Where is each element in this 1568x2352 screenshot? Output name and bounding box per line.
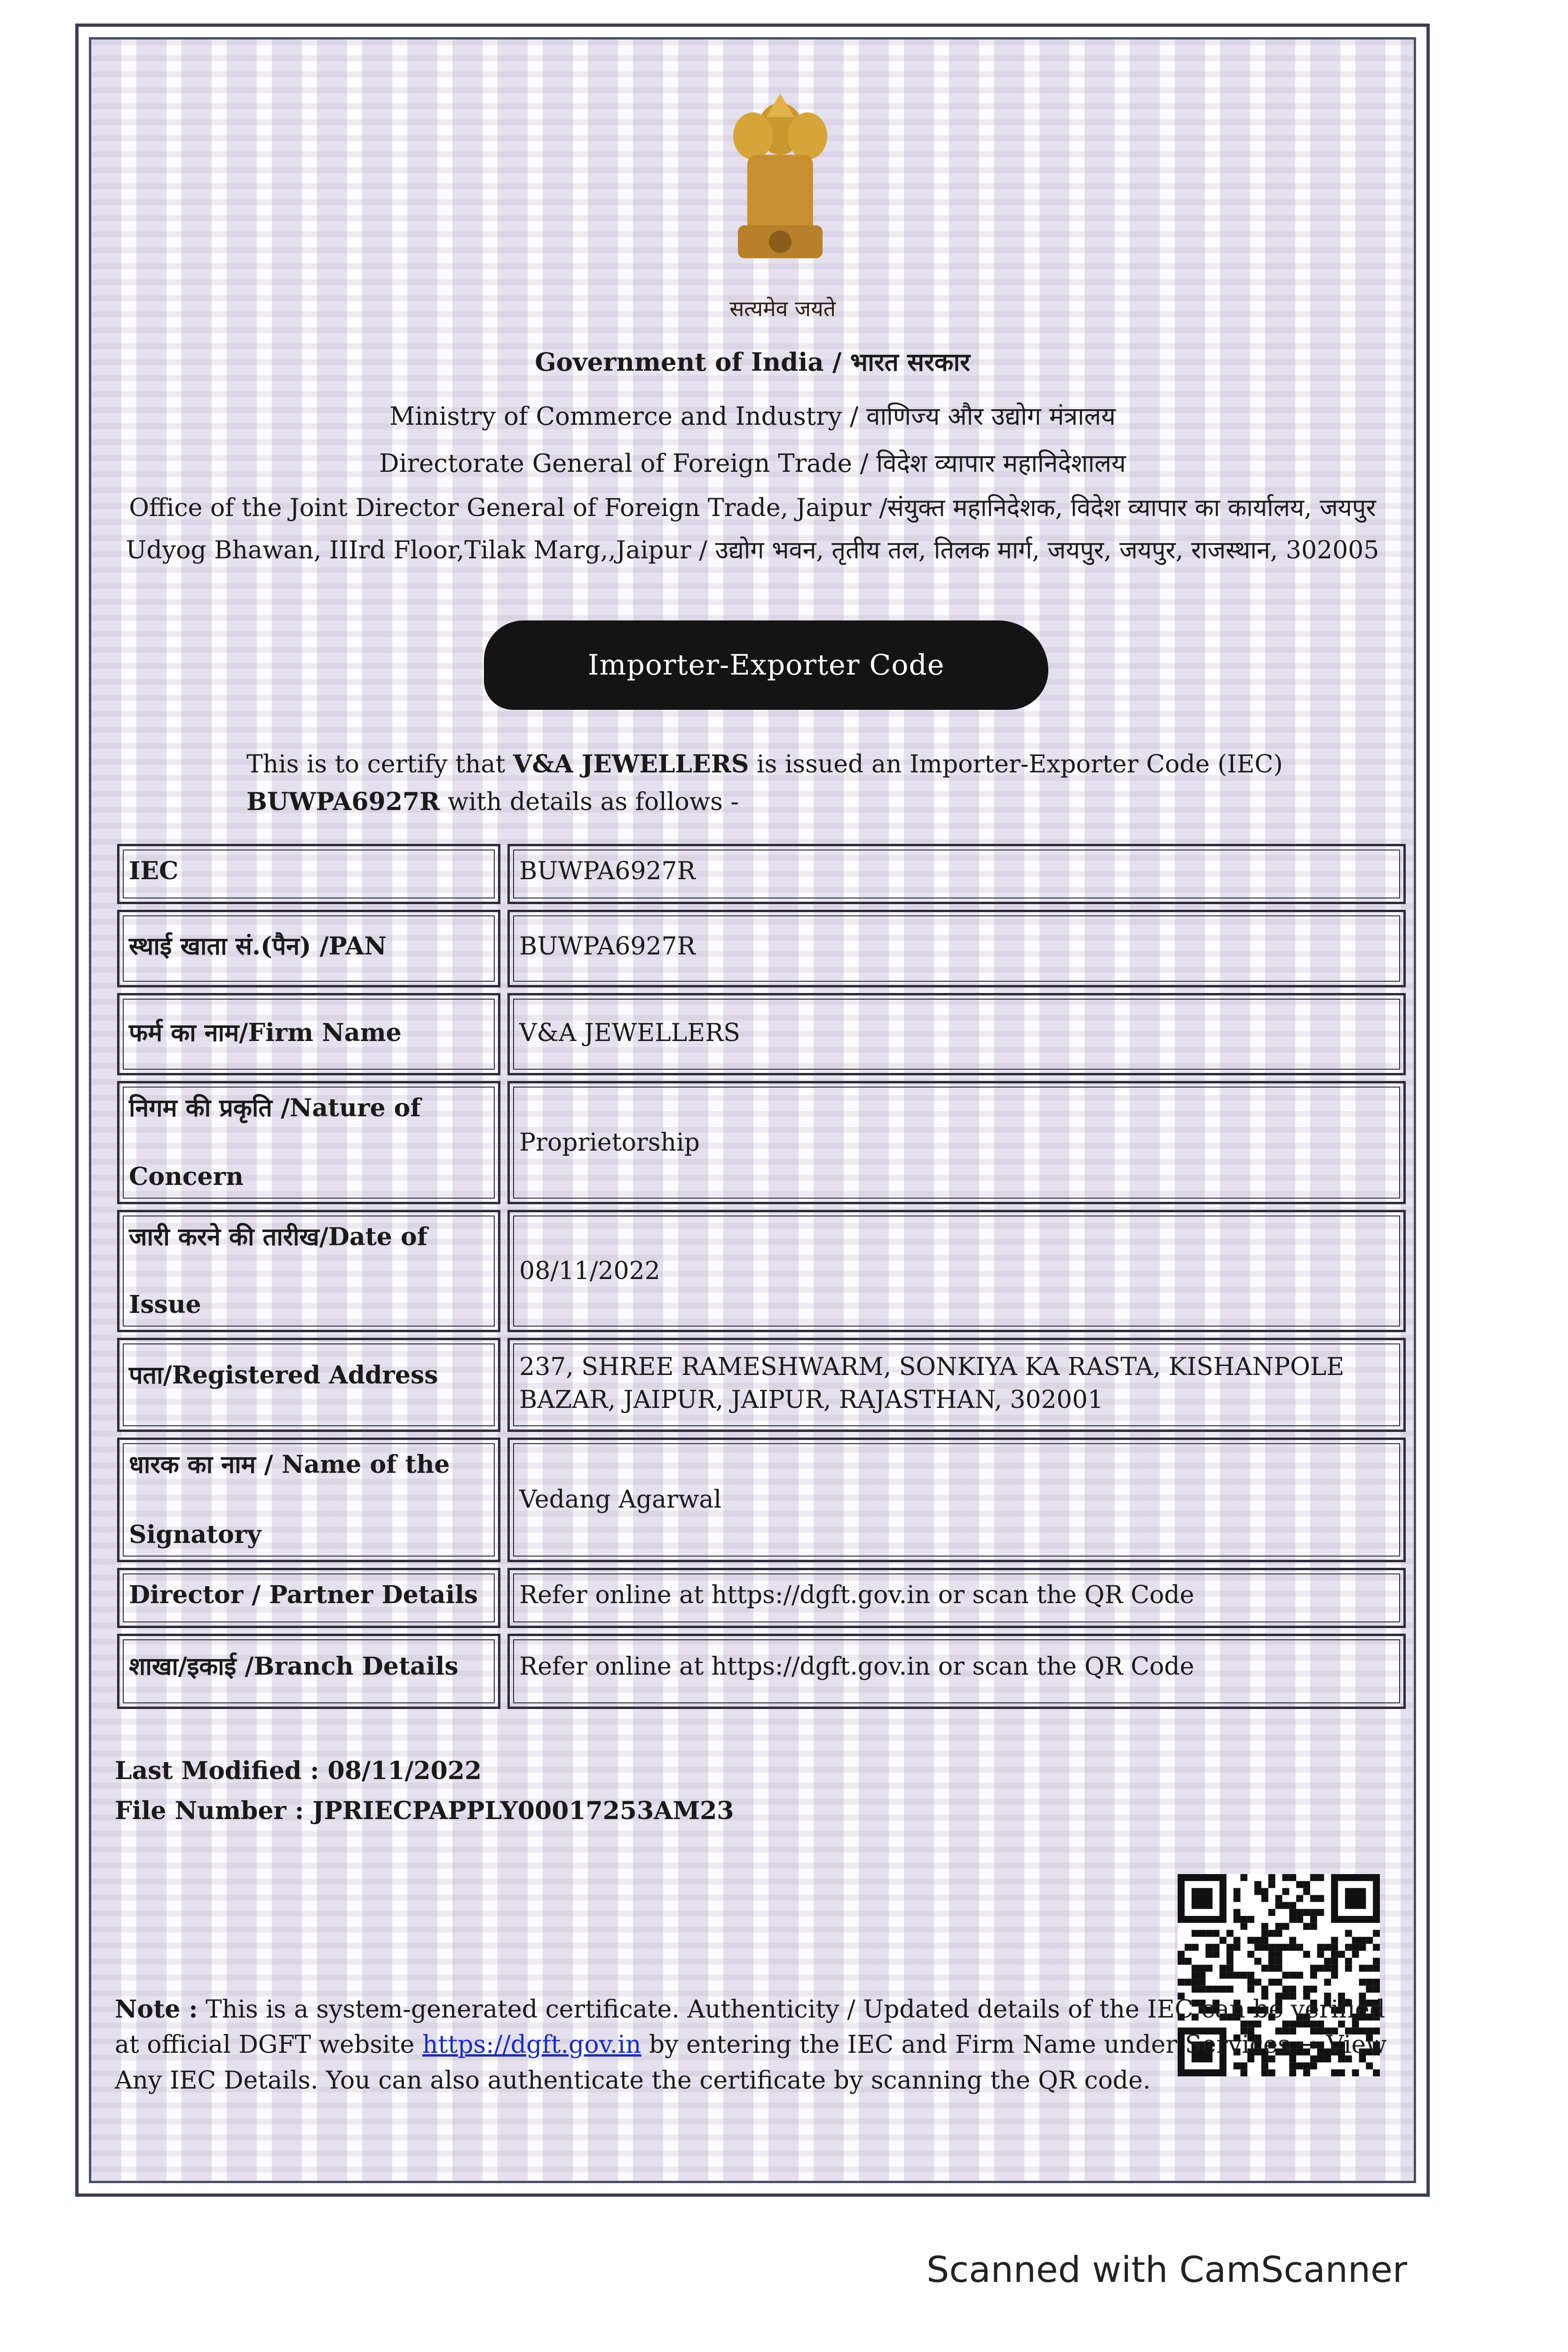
registered-address-label: पता/Registered Address <box>117 1338 500 1432</box>
authenticity-note: Note : This is a system-generated certificate. Authenticity / Updated details of the IEC can be verified at official DGFT website https://dgft.gov.in by entering the IEC and Firm Name under Services → View Any IEC Details. You can also authenticate the certificate by scanning the QR code. <box>115 1995 1387 2095</box>
signatory-label: धारक का नाम / Name of the Signatory <box>117 1438 500 1562</box>
iec-banner: Importer-Exporter Code <box>484 620 1048 710</box>
watermark-background <box>89 37 1416 2183</box>
director-details-value: Refer online at https://dgft.gov.in or scan the QR Code <box>507 1568 1406 1628</box>
government-title: Government of India / भारत सरकार <box>535 348 970 377</box>
table-row <box>117 1438 1406 1562</box>
registered-address-value: 237, SHREE RAMESHWARM, SONKIYA KA RASTA, KISHANPOLE BAZAR, JAIPUR, JAIPUR, RAJASTHAN, 302001 <box>507 1338 1406 1432</box>
table-row <box>117 993 1406 1075</box>
camscanner-label: Scanned with CamScanner <box>927 2249 1408 2290</box>
date-of-issue-value: 08/11/2022 <box>507 1210 1406 1332</box>
certificate-statement-line1: This is to certify that V&A JEWELLERS is issued an Importer-Exporter Code (IEC) <box>246 750 1283 779</box>
firm-name-value: V&A JEWELLERS <box>507 993 1406 1075</box>
dgft-link[interactable]: https://dgft.gov.in <box>422 2031 641 2059</box>
signatory-value: Vedang Agarwal <box>507 1438 1406 1562</box>
national-emblem-icon <box>719 84 841 305</box>
office-address: Udyog Bhawan, IIIrd Floor,Tilak Marg,,Jaipur / उद्योग भवन, तृतीय तल, तिलक मार्ग, जयपुर, जयपुर, राजस्थान, 302005 <box>126 536 1379 564</box>
branch-details-value: Refer online at https://dgft.gov.in or scan the QR Code <box>507 1634 1406 1709</box>
office-title: Office of the Joint Director General of Foreign Trade, Jaipur /संयुक्त महानिदेशक, विदेश व्यापार का कार्यालय, जयपुर <box>129 494 1376 522</box>
firm-name-label: फर्म का नाम/Firm Name <box>117 993 500 1075</box>
iec-value: BUWPA6927R <box>507 844 1406 904</box>
table-row <box>117 1338 1406 1432</box>
branch-details-label: शाखा/इकाई /Branch Details <box>117 1634 500 1709</box>
iec-label: IEC <box>117 844 500 904</box>
nature-of-concern-label: निगम की प्रकृति /Nature of Concern <box>117 1081 500 1204</box>
director-details-label: Director / Partner Details <box>117 1568 500 1628</box>
table-row <box>117 844 1406 904</box>
table-row <box>117 1210 1406 1332</box>
directorate-title: Directorate General of Foreign Trade / विदेश व्यापार महानिदेशालय <box>379 449 1126 478</box>
pan-label: स्थाई खाता सं.(पैन) /PAN <box>117 910 500 987</box>
pan-value: BUWPA6927R <box>507 910 1406 987</box>
date-of-issue-label: जारी करने की तारीख/Date of Issue <box>117 1210 500 1332</box>
motto-text: सत्यमेव जयते <box>729 296 836 321</box>
last-modified: Last Modified : 08/11/2022 <box>115 1756 482 1785</box>
certificate-page <box>75 24 1430 2197</box>
nature-of-concern-value: Proprietorship <box>507 1081 1406 1204</box>
table-row <box>117 1634 1406 1709</box>
table-row <box>117 1081 1406 1204</box>
table-row <box>117 910 1406 987</box>
table-row <box>117 1568 1406 1628</box>
ministry-title: Ministry of Commerce and Industry / वाणिज्य और उद्योग मंत्रालय <box>389 402 1116 431</box>
file-number: File Number : JPRIECPAPPLY00017253AM23 <box>115 1796 734 1825</box>
certificate-statement-line2: BUWPA6927R with details as follows - <box>246 787 739 816</box>
